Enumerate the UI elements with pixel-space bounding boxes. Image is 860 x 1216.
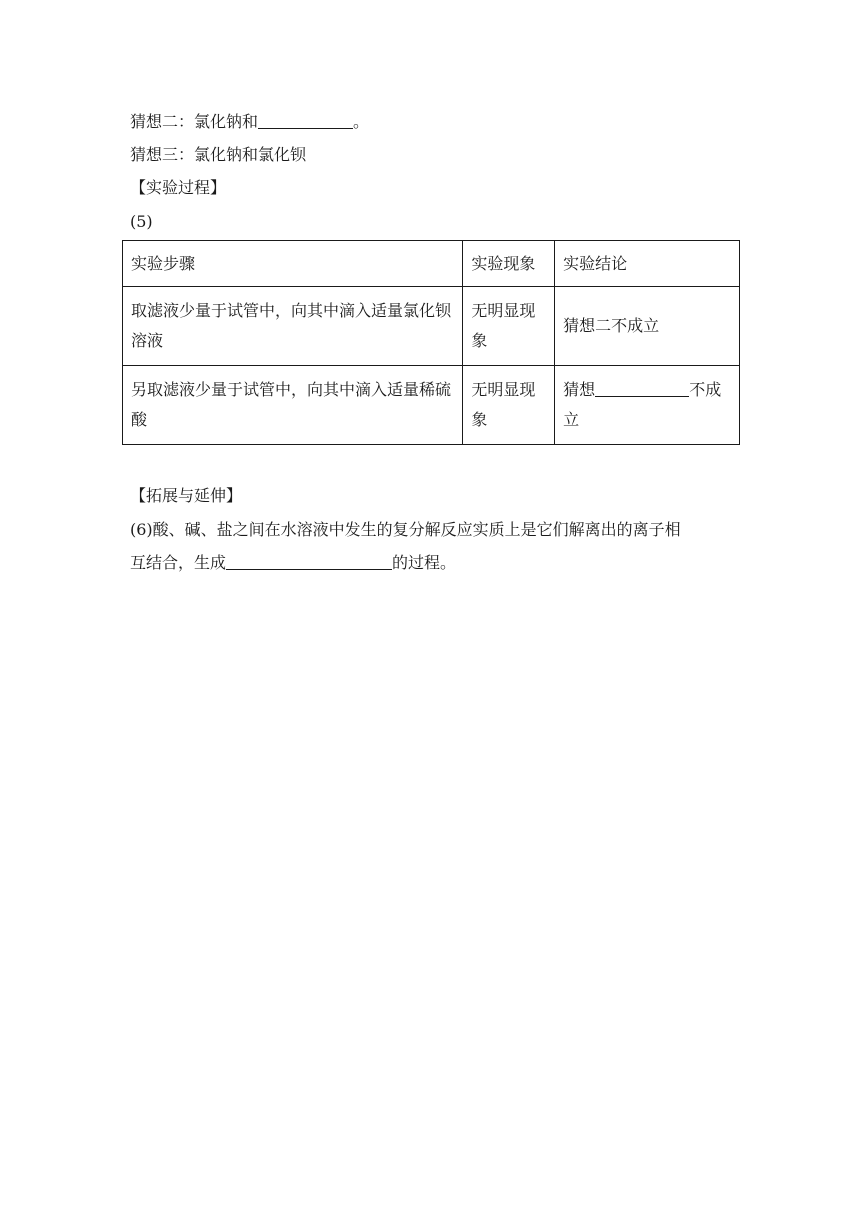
answer-blank-conclusion[interactable] — [595, 380, 689, 397]
row1-conclusion: 猜想二不成立 — [555, 287, 740, 366]
experiment-table — [122, 240, 740, 445]
row1-phenomenon: 无明显现象 — [463, 287, 555, 366]
question-6-line-1: (6)酸、碱、盐之间在水溶液中发生的复分解反应实质上是它们解离出的离子相 — [130, 520, 681, 539]
question-6-line-2 — [130, 551, 456, 575]
hypothesis-2-period: 。 — [353, 112, 370, 131]
row2-conclusion-prefix: 猜想 — [563, 380, 596, 399]
question-6-line-2-suffix: 的过程。 — [392, 553, 457, 572]
answer-blank-question-6[interactable] — [226, 553, 392, 570]
header-conclusion: 实验结论 — [555, 241, 740, 287]
question-5-number: (5) — [130, 212, 153, 231]
hypothesis-2-text: 猜想二：氯化钠和 — [130, 112, 259, 131]
row2-step: 另取滤液少量于试管中，向其中滴入适量稀硫酸 — [123, 366, 463, 445]
table-header-row — [123, 241, 740, 287]
section-heading-process: 【实验过程】 — [130, 178, 227, 197]
header-step: 实验步骤 — [123, 241, 463, 287]
section-heading-extension: 【拓展与延伸】 — [130, 486, 243, 505]
row2-phenomenon: 无明显现象 — [463, 366, 555, 445]
hypothesis-2 — [130, 110, 369, 134]
question-6-line-2-prefix: 互结合，生成 — [130, 553, 227, 572]
header-phenomenon: 实验现象 — [463, 241, 555, 287]
table-row — [123, 287, 740, 366]
hypothesis-3: 猜想三：氯化钠和氯化钡 — [130, 145, 307, 164]
row2-conclusion — [555, 366, 740, 445]
table-row — [123, 366, 740, 445]
row1-step: 取滤液少量于试管中，向其中滴入适量氯化钡溶液 — [123, 287, 463, 366]
row2-conclusion-suffix: 不成立 — [563, 380, 722, 429]
answer-blank-hypothesis-2[interactable] — [258, 112, 353, 129]
